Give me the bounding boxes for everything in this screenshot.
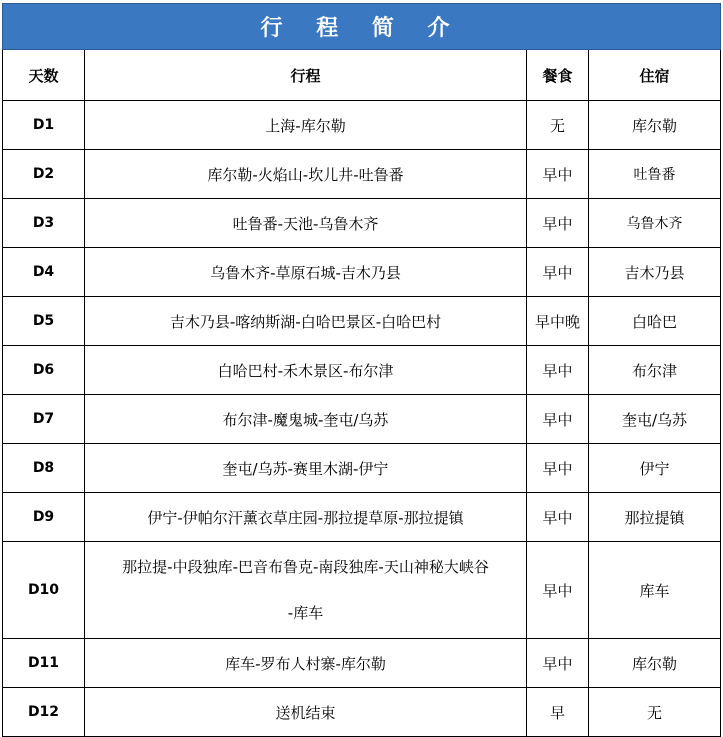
day-cell: D10: [3, 542, 85, 639]
stay-cell: 布尔津: [589, 346, 721, 395]
header-day: 天数: [3, 50, 85, 101]
header-meals: 餐食: [527, 50, 589, 101]
day-cell: D4: [3, 248, 85, 297]
table-row: [3, 248, 721, 297]
route-cell: [85, 542, 527, 639]
day-cell: D3: [3, 199, 85, 248]
header-stay: 住宿: [589, 50, 721, 101]
stay-cell: 吉木乃县: [589, 248, 721, 297]
day-cell: D12: [3, 688, 85, 737]
stay-cell: 伊宁: [589, 444, 721, 493]
itinerary-table: [2, 3, 721, 737]
day-cell: D7: [3, 395, 85, 444]
route-cell: 吉木乃县-喀纳斯湖-白哈巴景区-白哈巴村: [85, 297, 527, 346]
stay-cell: 奎屯/乌苏: [589, 395, 721, 444]
day-cell: D8: [3, 444, 85, 493]
day-cell: D1: [3, 101, 85, 150]
stay-cell: 库车: [589, 542, 721, 639]
stay-cell: 库尔勒: [589, 639, 721, 688]
table-title: 行 程 简 介: [3, 4, 721, 50]
meals-cell: 早中: [527, 248, 589, 297]
route-cell: 库车-罗布人村寨-库尔勒: [85, 639, 527, 688]
table-row: [3, 493, 721, 542]
meals-cell: 早中: [527, 493, 589, 542]
day-cell: D5: [3, 297, 85, 346]
meals-cell: 早中: [527, 639, 589, 688]
meals-cell: 早: [527, 688, 589, 737]
route-cell: 吐鲁番-天池-乌鲁木齐: [85, 199, 527, 248]
route-cell: 送机结束: [85, 688, 527, 737]
meals-cell: 早中: [527, 542, 589, 639]
meals-cell: 早中晚: [527, 297, 589, 346]
day-cell: D6: [3, 346, 85, 395]
route-cell: 布尔津-魔鬼城-奎屯/乌苏: [85, 395, 527, 444]
meals-cell: 早中: [527, 150, 589, 199]
stay-cell: 吐鲁番: [589, 150, 721, 199]
table-row: [3, 395, 721, 444]
route-cell: 上海-库尔勒: [85, 101, 527, 150]
meals-cell: 无: [527, 101, 589, 150]
table-row: [3, 639, 721, 688]
table-row: [3, 150, 721, 199]
meals-cell: 早中: [527, 395, 589, 444]
table-row: [3, 444, 721, 493]
table-row: [3, 101, 721, 150]
stay-cell: 那拉提镇: [589, 493, 721, 542]
route-line: 那拉提-中段独库-巴音布鲁克-南段独库-天山神秘大峡谷: [122, 558, 489, 576]
day-cell: D2: [3, 150, 85, 199]
day-cell: D9: [3, 493, 85, 542]
route-cell: 奎屯/乌苏-赛里木湖-伊宁: [85, 444, 527, 493]
route-cell: 库尔勒-火焰山-坎儿井-吐鲁番: [85, 150, 527, 199]
stay-cell: 白哈巴: [589, 297, 721, 346]
table-row: [3, 199, 721, 248]
route-cell: 乌鲁木齐-草原石城-吉木乃县: [85, 248, 527, 297]
route-line: -库车: [287, 604, 324, 622]
header-route: 行程: [85, 50, 527, 101]
table-row: [3, 346, 721, 395]
stay-cell: 乌鲁木齐: [589, 199, 721, 248]
stay-cell: 无: [589, 688, 721, 737]
meals-cell: 早中: [527, 346, 589, 395]
route-cell: 白哈巴村-禾木景区-布尔津: [85, 346, 527, 395]
table-row: [3, 688, 721, 737]
table-row: [3, 297, 721, 346]
meals-cell: 早中: [527, 444, 589, 493]
table-row: [3, 542, 721, 639]
route-cell: 伊宁-伊帕尔汗薰衣草庄园-那拉提草原-那拉提镇: [85, 493, 527, 542]
day-cell: D11: [3, 639, 85, 688]
meals-cell: 早中: [527, 199, 589, 248]
stay-cell: 库尔勒: [589, 101, 721, 150]
